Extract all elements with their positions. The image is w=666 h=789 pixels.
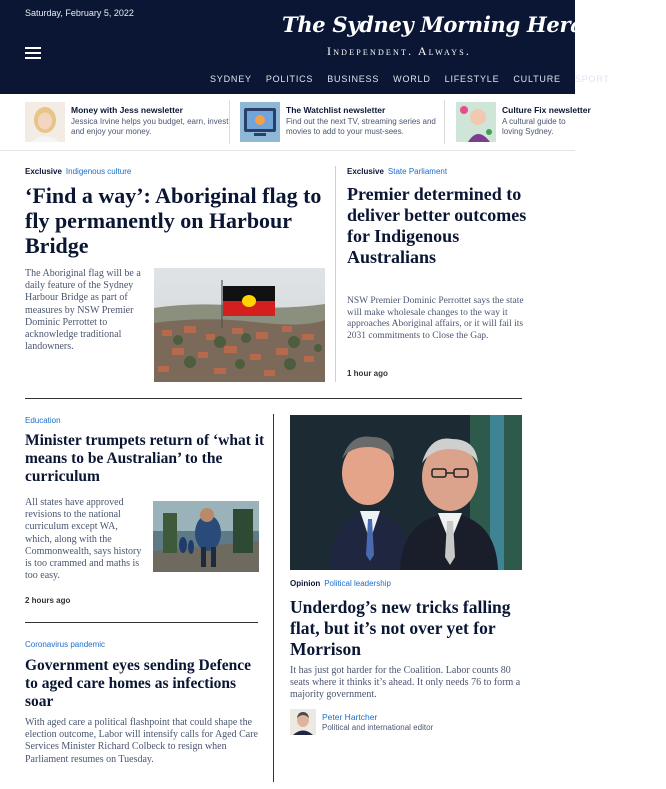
section-link-state-parliament[interactable]: State Parliament xyxy=(387,167,448,176)
defence-headline[interactable]: Government eyes sending Defence to aged care homes as infections soar xyxy=(25,657,251,710)
newsletter-title: Culture Fix newsletter xyxy=(502,105,591,115)
morrison-albanese-photo[interactable] xyxy=(290,415,522,570)
newsletter-thumb xyxy=(25,102,65,142)
newsletter-title: Money with Jess newsletter xyxy=(71,105,183,115)
section-divider xyxy=(25,398,522,399)
nav-politics[interactable]: POLITICS xyxy=(265,74,314,84)
column-divider xyxy=(335,166,336,382)
opinion-summary: It has just got harder for the Coalition. Labor counts 80 seats where it thinks it’s ahead. It only needs 76 to form a majority government. xyxy=(290,665,521,701)
education-headline[interactable]: Minister trumpets return of ‘what it means to be Australian’ to the curriculum xyxy=(25,432,265,485)
newsletter-desc: Find out the next TV, streaming series and movies to add to your must-sees. xyxy=(286,117,436,136)
section-link-indigenous-culture[interactable]: Indigenous culture xyxy=(65,167,132,176)
exclusive-label: Exclusive xyxy=(347,167,384,176)
opinion-headline[interactable]: Underdog’s new tricks falling flat, but it’s not over yet for Morrison xyxy=(290,597,511,659)
newsletter-desc: A cultural guide to loving Sydney. xyxy=(502,117,566,136)
nav-business[interactable]: BUSINESS xyxy=(327,74,380,84)
timestamp: 1 hour ago xyxy=(347,369,388,378)
nav-culture[interactable]: CULTURE xyxy=(513,74,561,84)
premier-kicker xyxy=(347,167,447,176)
nav-sport[interactable]: SPORT xyxy=(574,74,610,84)
hamburger-menu-icon[interactable] xyxy=(25,47,41,59)
newsletter-money-with-jess[interactable] xyxy=(25,102,235,144)
defence-summary: With aged care a political flashpoint that could shape the election outcome, Labor will intensify calls for Aged Care Services Minister Richard Colbeck to resign when Parliament resumes on Tuesday. xyxy=(25,717,258,765)
section-divider xyxy=(25,622,258,623)
divider xyxy=(444,100,445,144)
site-tagline: Independent. Always. xyxy=(327,44,472,58)
aboriginal-flag-photo[interactable] xyxy=(154,268,325,382)
timestamp: 2 hours ago xyxy=(25,596,71,605)
students-photo[interactable] xyxy=(153,501,259,572)
nav-lifestyle[interactable]: LIFESTYLE xyxy=(444,74,500,84)
current-date: Saturday, February 5, 2022 xyxy=(25,8,134,18)
lead-kicker xyxy=(25,167,131,176)
section-nav xyxy=(210,74,624,84)
premier-summary: NSW Premier Dominic Perrottet says the state will make wholesale changes to the way it approaches Aboriginal affairs, or it will fail its 2031 commitments to Close the Gap. xyxy=(347,296,524,341)
newsletter-thumb xyxy=(456,102,496,142)
section-link-education[interactable]: Education xyxy=(25,416,61,425)
opinion-kicker xyxy=(290,579,391,588)
education-summary: All states have approved revisions to the national curriculum except WA, which, along with the Commonwealth, says history is too crammed and maths is too easy. xyxy=(25,497,265,582)
site-logo[interactable]: The Sydney Morning Herald xyxy=(282,12,606,37)
premier-headline[interactable]: Premier determined to deliver better outcomes for Indigenous Australians xyxy=(347,184,527,267)
section-link-coronavirus-pandemic[interactable]: Coronavirus pandemic xyxy=(25,640,106,649)
opinion-label: Opinion xyxy=(290,579,321,588)
column-divider xyxy=(273,414,274,782)
exclusive-label: Exclusive xyxy=(25,167,62,176)
lead-summary: The Aboriginal flag will be a daily feature of the Sydney Harbour Bridge as part of measures by NSW Premier Dominic Perrottet to acknowledge traditional landowners. xyxy=(25,268,141,353)
author-role: Political and international editor xyxy=(322,723,434,732)
author-avatar[interactable] xyxy=(290,709,316,735)
divider xyxy=(229,100,230,144)
newsletter-watchlist[interactable] xyxy=(240,102,450,144)
newsletter-thumb xyxy=(240,102,280,142)
nav-world[interactable]: WORLD xyxy=(393,74,431,84)
newsletter-desc: Jessica Irvine helps you budget, earn, invest and enjoy your money. xyxy=(71,117,229,136)
author-link[interactable]: Peter Hartcher xyxy=(322,712,378,722)
newsletter-culture-fix[interactable] xyxy=(456,102,666,144)
newsletter-strip xyxy=(0,94,591,151)
newsletter-title: The Watchlist newsletter xyxy=(286,105,386,115)
defence-kicker xyxy=(25,640,105,649)
lead-headline[interactable]: ‘Find a way’: Aboriginal flag to fly permanently on Harbour Bridge xyxy=(25,183,322,258)
education-kicker xyxy=(25,416,61,425)
section-link-political-leadership[interactable]: Political leadership xyxy=(324,579,391,588)
masthead xyxy=(0,0,610,94)
nav-sydney[interactable]: SYDNEY xyxy=(210,74,252,84)
